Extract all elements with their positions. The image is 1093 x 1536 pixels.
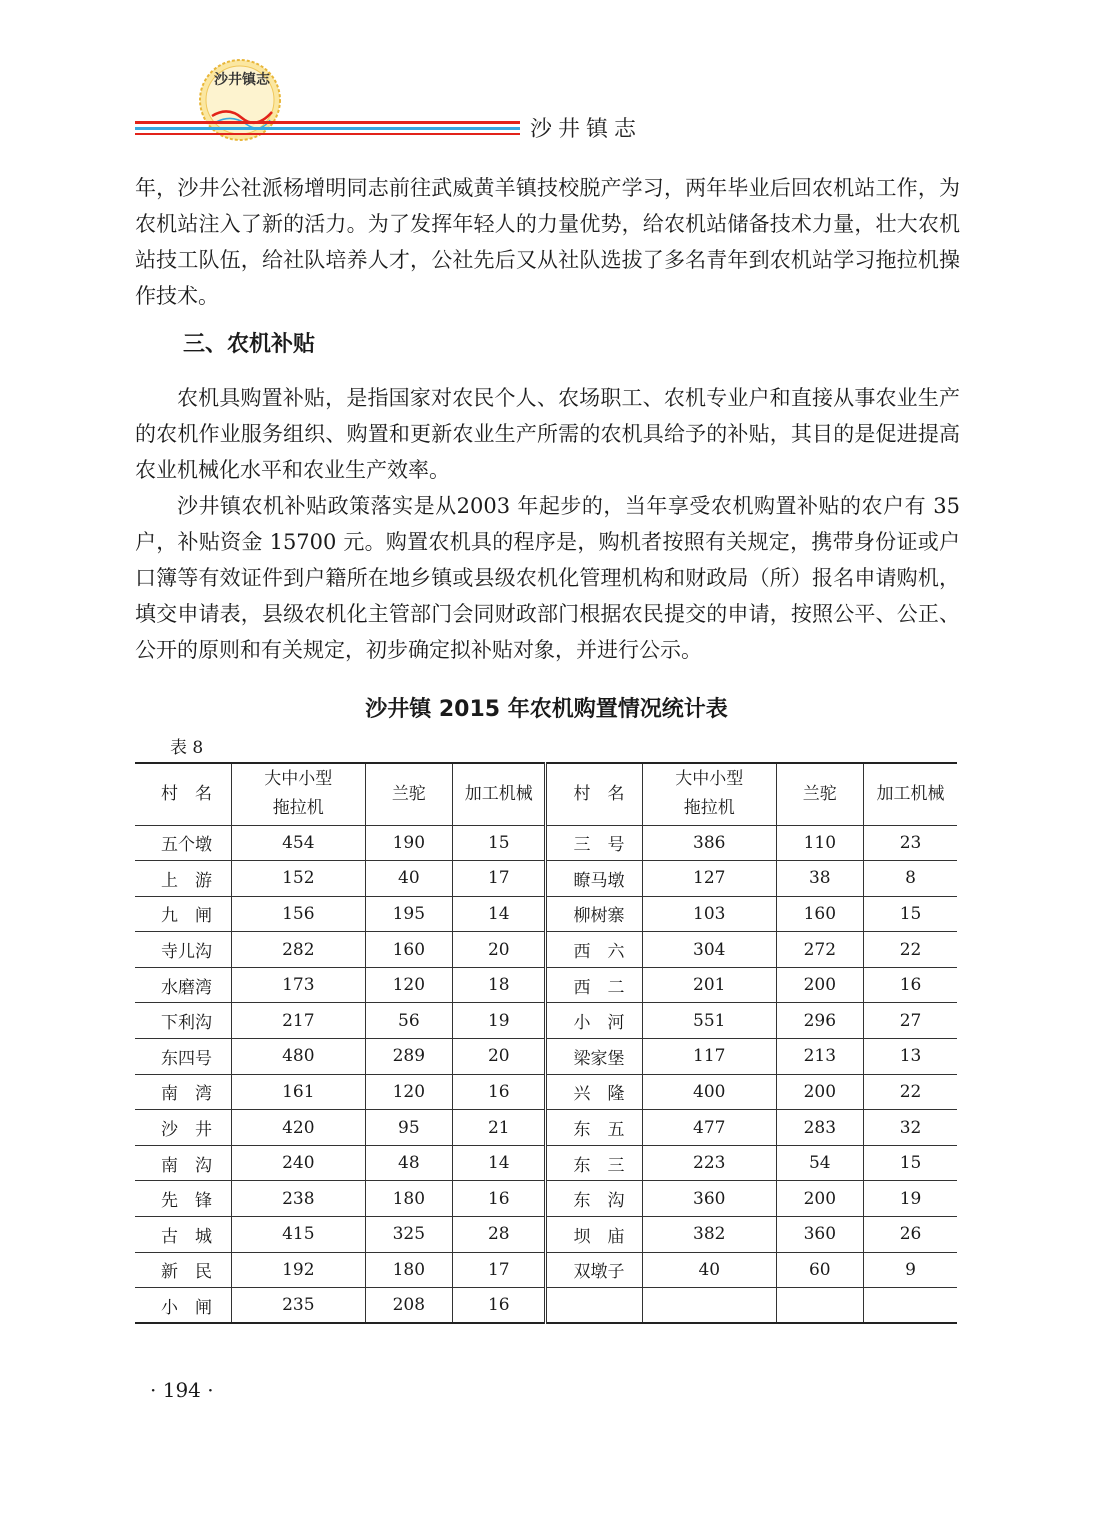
table-cell: 28 — [453, 1217, 546, 1253]
header-tractor: 大中小型 拖拉机 — [642, 763, 776, 825]
table-cell: 103 — [642, 896, 776, 932]
table-cell: 8 — [864, 861, 957, 897]
table-cell: 16 — [453, 1181, 546, 1217]
paragraph-2: 农机具购置补贴，是指国家对农民个人、农场职工、农机专业户和直接从事农业生产的农机作业服务组织、购置和更新农业生产所需的农机具给予的补贴，其目的是促进提高农业机械化水平和农业生产效率。 — [135, 386, 960, 482]
table-cell: 120 — [365, 967, 452, 1003]
table-row — [135, 1288, 957, 1324]
table-cell: 223 — [642, 1145, 776, 1181]
header-tractor: 大中小型 拖拉机 — [231, 763, 365, 825]
table-cell: 40 — [642, 1252, 776, 1288]
table-cell: 五个墩 — [135, 825, 231, 861]
table-cell: 16 — [453, 1288, 546, 1324]
table-cell: 400 — [642, 1074, 776, 1110]
table-row — [135, 825, 957, 861]
table-cell: 南 湾 — [135, 1074, 231, 1110]
table-cell: 小 闸 — [135, 1288, 231, 1324]
table-cell: 21 — [453, 1110, 546, 1146]
paragraph-1: 年，沙井公社派杨增明同志前往武威黄羊镇技校脱产学习，两年毕业后回农机站工作，为农机站注入了新的活力。为了发挥年轻人的力量优势，给农机站储备技术力量，壮大农机站技工队伍，给社队培养人才，公社先后又从社队选拔了多名青年到农机站学习拖拉机操作技术。 — [135, 176, 960, 308]
table-cell: 14 — [453, 896, 546, 932]
header-rule-red — [135, 121, 520, 124]
table-cell: 386 — [642, 825, 776, 861]
table-row — [135, 1181, 957, 1217]
paragraph-3: 沙井镇农机补贴政策落实是从2003 年起步的，当年享受农机购置补贴的农户有 35户，补贴资金 15700 元。购置农机具的程序是，购机者按照有关规定，携带身份证或户口簿等有效证件到户籍所在地乡镇或县级农机化管理机构和财政局（所）报名申请购机，填交申请表，县级农机化主管部门会同财政部门根据农民提交的申请，按照公平、公正、公开的原则和有关规定，初步确定拟补贴对象，并进行公示。 — [135, 494, 960, 662]
table-cell: 15 — [453, 825, 546, 861]
table-cell: 200 — [776, 967, 863, 1003]
table-cell: 190 — [365, 825, 452, 861]
logo-text: 沙井镇志 — [214, 72, 270, 88]
table-cell: 26 — [864, 1217, 957, 1253]
table-title: 沙井镇 2015 年农机购置情况统计表 — [365, 697, 728, 722]
table-cell: 13 — [864, 1039, 957, 1075]
header-village: 村 名 — [546, 763, 642, 825]
running-header-title: 沙井镇志 — [530, 117, 643, 142]
table-cell: 161 — [231, 1074, 365, 1110]
table-cell: 32 — [864, 1110, 957, 1146]
table-row — [135, 1003, 957, 1039]
table-cell: 296 — [776, 1003, 863, 1039]
table-cell: 282 — [231, 932, 365, 968]
table-cell: 60 — [776, 1252, 863, 1288]
table-cell: 19 — [864, 1181, 957, 1217]
table-cell: 上 游 — [135, 861, 231, 897]
table-cell: 160 — [776, 896, 863, 932]
table-cell: 127 — [642, 861, 776, 897]
table-cell: 415 — [231, 1217, 365, 1253]
table-cell: 213 — [776, 1039, 863, 1075]
table-row — [135, 1217, 957, 1253]
table-label: 表 8 — [170, 738, 204, 758]
table-cell: 360 — [642, 1181, 776, 1217]
table-cell: 17 — [453, 1252, 546, 1288]
table-cell: 沙 井 — [135, 1110, 231, 1146]
table-cell: 272 — [776, 932, 863, 968]
table-cell: 18 — [453, 967, 546, 1003]
header-rule-red-thin — [135, 133, 520, 135]
table-cell: 477 — [642, 1110, 776, 1146]
table-cell: 240 — [231, 1145, 365, 1181]
table-cell: 14 — [453, 1145, 546, 1181]
table-cell: 西 六 — [546, 932, 642, 968]
table-cell: 200 — [776, 1181, 863, 1217]
header-village: 村 名 — [135, 763, 231, 825]
table-cell: 120 — [365, 1074, 452, 1110]
table-cell: 东四号 — [135, 1039, 231, 1075]
table-cell: 160 — [365, 932, 452, 968]
table-cell: 38 — [776, 861, 863, 897]
table-row — [135, 1110, 957, 1146]
table-cell: 南 沟 — [135, 1145, 231, 1181]
header-lantuo: 兰驼 — [365, 763, 452, 825]
table-cell: 551 — [642, 1003, 776, 1039]
table-cell: 156 — [231, 896, 365, 932]
table-cell: 22 — [864, 932, 957, 968]
table-cell: 173 — [231, 967, 365, 1003]
table-cell: 110 — [776, 825, 863, 861]
table-cell: 40 — [365, 861, 452, 897]
table-cell — [546, 1288, 642, 1324]
table-cell — [642, 1288, 776, 1324]
header-processing: 加工机械 — [453, 763, 546, 825]
table-row — [135, 1074, 957, 1110]
table-cell: 9 — [864, 1252, 957, 1288]
table-cell: 360 — [776, 1217, 863, 1253]
table-cell: 先 锋 — [135, 1181, 231, 1217]
table-cell: 195 — [365, 896, 452, 932]
table-cell: 新 民 — [135, 1252, 231, 1288]
table-cell: 117 — [642, 1039, 776, 1075]
table-row — [135, 861, 957, 897]
table-cell: 454 — [231, 825, 365, 861]
table-row — [135, 1252, 957, 1288]
table-cell: 23 — [864, 825, 957, 861]
table-cell: 20 — [453, 1039, 546, 1075]
table-cell: 54 — [776, 1145, 863, 1181]
table-cell: 27 — [864, 1003, 957, 1039]
table-cell: 西 二 — [546, 967, 642, 1003]
table-cell: 东 沟 — [546, 1181, 642, 1217]
table-cell: 下利沟 — [135, 1003, 231, 1039]
table-cell: 16 — [453, 1074, 546, 1110]
table-header-row — [135, 763, 957, 825]
table-cell: 238 — [231, 1181, 365, 1217]
table-cell: 15 — [864, 1145, 957, 1181]
table-row — [135, 932, 957, 968]
table-cell: 152 — [231, 861, 365, 897]
table-cell: 325 — [365, 1217, 452, 1253]
table-row — [135, 896, 957, 932]
table-cell: 48 — [365, 1145, 452, 1181]
table-cell: 283 — [776, 1110, 863, 1146]
table-cell: 208 — [365, 1288, 452, 1324]
table-cell: 235 — [231, 1288, 365, 1324]
table-cell: 56 — [365, 1003, 452, 1039]
page-number: · 194 · — [150, 1378, 214, 1402]
table-cell: 22 — [864, 1074, 957, 1110]
table-cell: 217 — [231, 1003, 365, 1039]
table-cell: 480 — [231, 1039, 365, 1075]
table-cell: 瞭马墩 — [546, 861, 642, 897]
header-processing: 加工机械 — [864, 763, 957, 825]
table-cell — [864, 1288, 957, 1324]
table-cell: 20 — [453, 932, 546, 968]
header-lantuo: 兰驼 — [776, 763, 863, 825]
table-cell: 古 城 — [135, 1217, 231, 1253]
table-cell: 柳树寨 — [546, 896, 642, 932]
table-cell — [776, 1288, 863, 1324]
table-cell: 19 — [453, 1003, 546, 1039]
header-rule-blue — [135, 127, 520, 130]
table-cell: 382 — [642, 1217, 776, 1253]
table-cell: 201 — [642, 967, 776, 1003]
table-cell: 420 — [231, 1110, 365, 1146]
table-cell: 200 — [776, 1074, 863, 1110]
table-row — [135, 1145, 957, 1181]
table-cell: 九 闸 — [135, 896, 231, 932]
table-cell: 17 — [453, 861, 546, 897]
table-row — [135, 967, 957, 1003]
table-cell: 寺儿沟 — [135, 932, 231, 968]
table-cell: 水磨湾 — [135, 967, 231, 1003]
table-cell: 289 — [365, 1039, 452, 1075]
table-cell: 16 — [864, 967, 957, 1003]
table-cell: 304 — [642, 932, 776, 968]
table-cell: 坝 庙 — [546, 1217, 642, 1253]
table-cell: 东 三 — [546, 1145, 642, 1181]
table-cell: 双墩子 — [546, 1252, 642, 1288]
table-cell: 东 五 — [546, 1110, 642, 1146]
table-cell: 180 — [365, 1252, 452, 1288]
table-cell: 180 — [365, 1181, 452, 1217]
statistics-table — [135, 762, 957, 1324]
section-heading: 三、农机补贴 — [183, 332, 316, 357]
table-row — [135, 1039, 957, 1075]
table-cell: 梁家堡 — [546, 1039, 642, 1075]
table-cell: 95 — [365, 1110, 452, 1146]
table-cell: 三 号 — [546, 825, 642, 861]
table-cell: 兴 隆 — [546, 1074, 642, 1110]
table-cell: 15 — [864, 896, 957, 932]
table-cell: 小 河 — [546, 1003, 642, 1039]
table-cell: 192 — [231, 1252, 365, 1288]
